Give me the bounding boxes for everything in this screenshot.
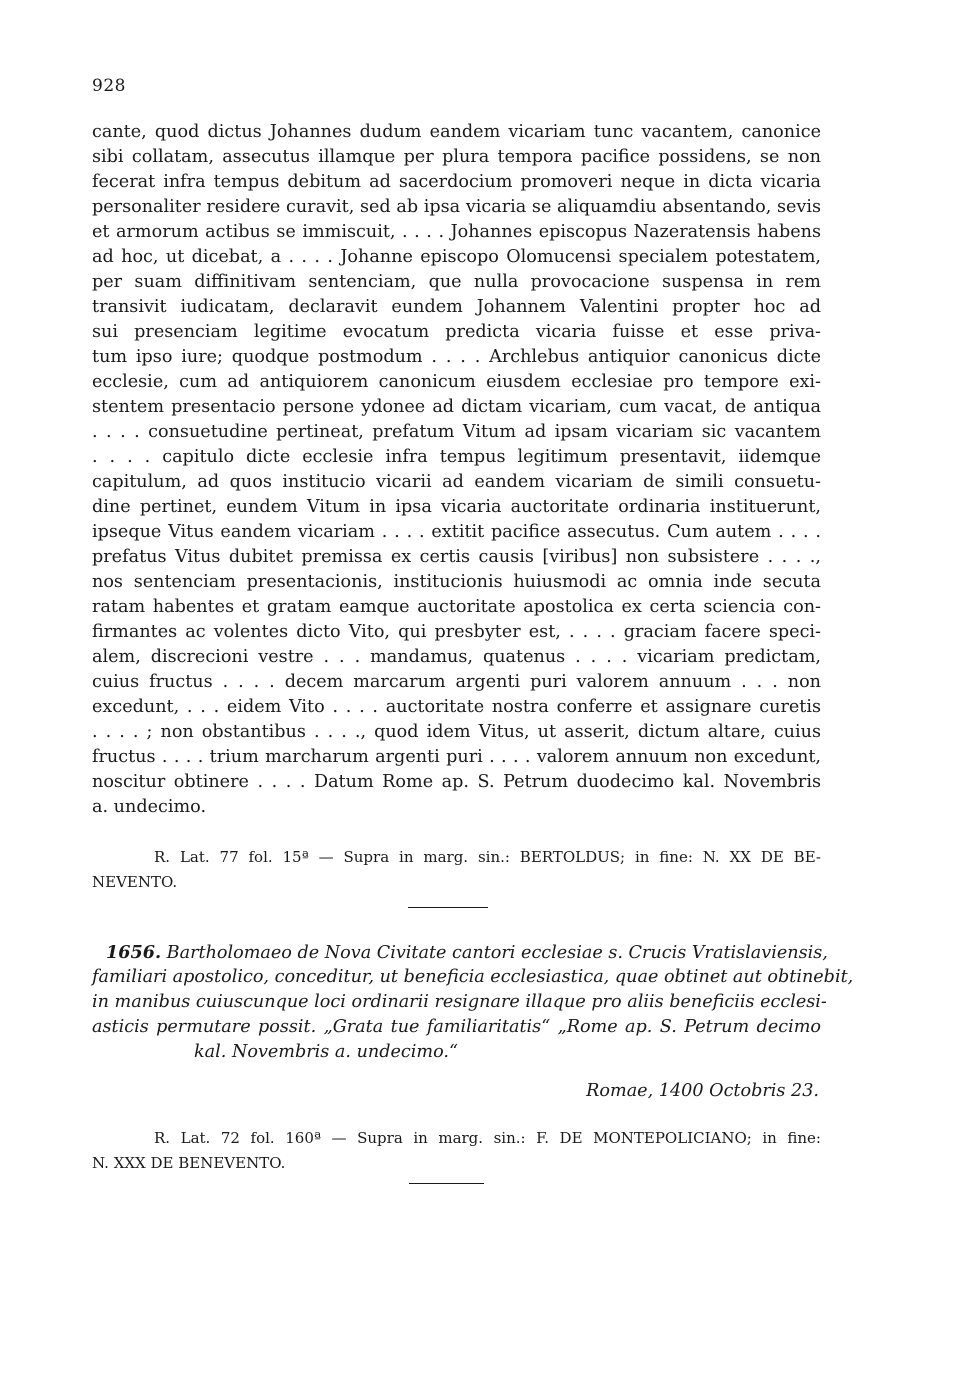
text-line: sibi collatam, assecutus illamque per plura tempora pacifice possidens, se non xyxy=(92,147,821,167)
text-line: et armorum actibus se immiscuit, . . . . Johannes episcopus Nazeratensis habens xyxy=(92,222,821,242)
text-line: cuius fructus . . . . decem marcarum argenti puri valorem annuum . . . non xyxy=(92,672,821,692)
text-line: dine pertinet, eundem Vitum in ipsa vicaria auctoritate ordinaria instituerunt, xyxy=(92,497,821,517)
text-line: fructus . . . . trium marcharum argenti puri . . . . valorem annuum non excedunt, xyxy=(92,747,821,767)
text-line: cante, quod dictus Johannes dudum eandem vicariam tunc vacantem, canonice xyxy=(92,122,821,142)
text-line: fecerat infra tempus debitum ad sacerdocium promoveri neque in dicta vicaria xyxy=(92,172,821,192)
text-line: . . . . capitulo dicte ecclesie infra tempus legitimum presentavit, iidemque xyxy=(92,447,821,467)
section-divider xyxy=(408,907,488,908)
text-line: alem, discrecioni vestre . . . mandamus, quatenus . . . . vicariam predictam, xyxy=(92,647,821,667)
text-line: prefatus Vitus dubitet premissa ex certis causis [viribus] non subsistere . . . ., xyxy=(92,547,821,567)
text-line: noscitur obtinere . . . . Datum Rome ap. S. Petrum duodecimo kal. Novembris xyxy=(92,772,821,792)
entry-summary-line: kal. Novembris a. undecimo.“ xyxy=(194,1042,458,1062)
main-text xyxy=(92,120,821,820)
footnote-line: N. XXX DE BENEVENTO. xyxy=(92,1154,286,1172)
footnote-line: NEVENTO. xyxy=(92,873,178,891)
section-divider xyxy=(409,1183,484,1184)
entry-summary-line: familiari apostolico, conceditur, ut beneficia ecclesiastica, quae obtinet aut obtinebit, xyxy=(92,967,854,987)
text-line: . . . . consuetudine pertineat, prefatum Vitum ad ipsam vicariam sic vacantem xyxy=(92,422,821,442)
entry-summary-line: asticis permutare possit. „Grata tue familiaritatis“ „Rome ap. S. Petrum decimo xyxy=(92,1017,821,1037)
footnote-line: R. Lat. 72 fol. 160ª — Supra in marg. sin.: F. DE MONTEPOLICIANO; in fine: xyxy=(154,1129,821,1147)
text-line: a. undecimo. xyxy=(92,797,207,817)
footnote-2 xyxy=(92,1126,821,1176)
text-line: . . . . ; non obstantibus . . . ., quod idem Vitus, ut asserit, dictum altare, cuius xyxy=(92,722,821,742)
text-line: ratam habentes et gratam eamque auctoritate apostolica ex certa sciencia con- xyxy=(92,597,821,617)
text-line: transivit iudicatam, declaravit eundem Johannem Valentini propter hoc ad xyxy=(92,297,821,317)
text-line: excedunt, . . . eidem Vito . . . . auctoritate nostra conferre et assignare curetis xyxy=(92,697,821,717)
text-line: personaliter residere curavit, sed ab ipsa vicaria se aliquamdiu absentando, sevis xyxy=(92,197,821,217)
text-line: per suam diffinitivam sentenciam, que nulla provocacione suspensa in rem xyxy=(92,272,821,292)
text-line: ad hoc, ut dicebat, a . . . . Johanne episcopo Olomucensi specialem potestatem, xyxy=(92,247,821,267)
text-line: tum ipso iure; quodque postmodum . . . . Archlebus antiquior canonicus dicte xyxy=(92,347,821,367)
entry-summary-line: in manibus cuiuscunque loci ordinarii resignare illaque pro aliis beneficiis ecclesi- xyxy=(92,992,827,1012)
text-line: stentem presentacio persone ydonee ad dictam vicariam, cum vacat, de antiqua xyxy=(92,397,821,417)
text-line: capitulum, ad quos institucio vicarii ad eandem vicariam de simili consuetu- xyxy=(92,472,821,492)
text-line: ecclesie, cum ad antiquiorem canonicum eiusdem ecclesiae pro tempore exi- xyxy=(92,372,821,392)
text-line: ipseque Vitus eandem vicariam . . . . extitit pacifice assecutus. Cum autem . . . . xyxy=(92,522,821,542)
entry-1656 xyxy=(92,940,854,1065)
dateline: Romae, 1400 Octobris 23. xyxy=(586,1081,819,1101)
text-line: nos sentenciam presentacionis, institucionis huiusmodi ac omnia inde secuta xyxy=(92,572,821,592)
entry-summary-start: Bartholomaeo de Nova Civitate cantori ecclesiae s. Crucis Vratislaviensis, xyxy=(161,943,828,963)
footnote-line: R. Lat. 77 fol. 15ª — Supra in marg. sin.: BERTOLDUS; in fine: N. XX DE BE- xyxy=(154,848,821,866)
entry-heading-line xyxy=(92,940,828,965)
text-line: sui presenciam legitime evocatum predicta vicaria fuisse et esse priva- xyxy=(92,322,821,342)
page-number: 928 xyxy=(92,76,126,96)
entry-number: 1656. xyxy=(106,942,162,963)
footnote-1 xyxy=(92,845,821,895)
text-line: firmantes ac volentes dicto Vito, qui presbyter est, . . . . graciam facere speci- xyxy=(92,622,821,642)
